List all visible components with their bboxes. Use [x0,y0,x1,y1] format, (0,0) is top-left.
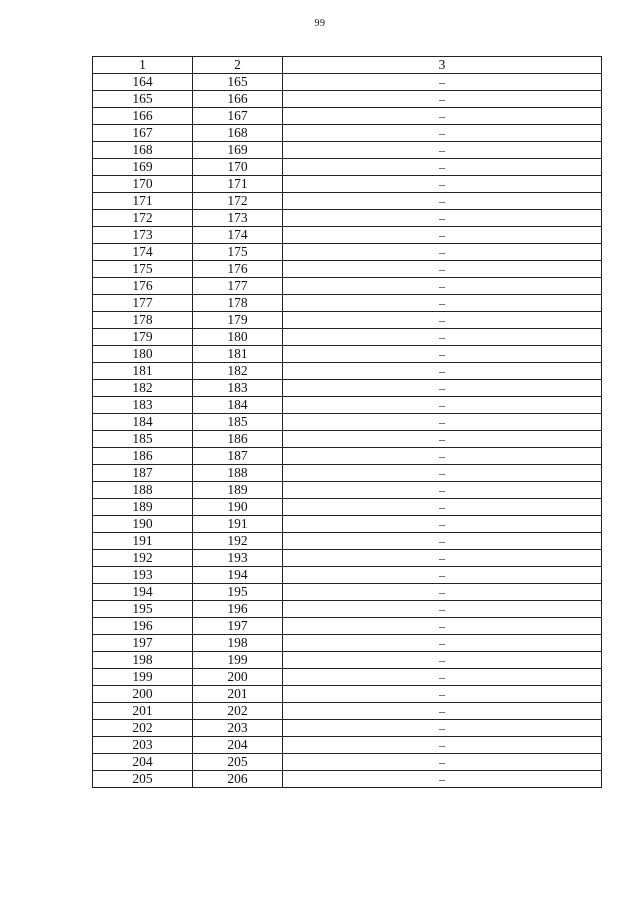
table-cell-col-1: 184 [93,414,193,431]
table-cell-col-3: – [283,142,602,159]
table-row [93,159,602,176]
table-row [93,125,602,142]
table-cell-col-1: 182 [93,380,193,397]
table-cell-col-3: – [283,346,602,363]
table-row [93,533,602,550]
table-cell-col-2: 190 [193,499,283,516]
table-cell-col-1: 192 [93,550,193,567]
table-cell-col-1: 174 [93,244,193,261]
table-row [93,346,602,363]
table-cell-col-1: 190 [93,516,193,533]
table-cell-col-1: 191 [93,533,193,550]
table-row [93,414,602,431]
column-header-2: 2 [193,57,283,74]
table-cell-col-3: – [283,550,602,567]
table-cell-col-1: 173 [93,227,193,244]
table-cell-col-1: 171 [93,193,193,210]
table-cell-col-3: – [283,397,602,414]
table-row [93,618,602,635]
table-cell-col-1: 197 [93,635,193,652]
table-row [93,278,602,295]
column-header-3: 3 [283,57,602,74]
table-cell-col-1: 180 [93,346,193,363]
table-cell-col-2: 178 [193,295,283,312]
table-cell-col-1: 172 [93,210,193,227]
table-cell-col-2: 203 [193,720,283,737]
table-cell-col-1: 170 [93,176,193,193]
table-cell-col-2: 175 [193,244,283,261]
table-cell-col-3: – [283,278,602,295]
table-cell-col-1: 164 [93,74,193,91]
table-cell-col-2: 168 [193,125,283,142]
table-cell-col-2: 179 [193,312,283,329]
table-cell-col-2: 194 [193,567,283,584]
table-cell-col-2: 166 [193,91,283,108]
table-cell-col-3: – [283,295,602,312]
table-cell-col-2: 195 [193,584,283,601]
table-cell-col-3: – [283,244,602,261]
table-cell-col-3: – [283,737,602,754]
table-row [93,380,602,397]
table-cell-col-3: – [283,601,602,618]
table-cell-col-3: – [283,414,602,431]
table-cell-col-3: – [283,193,602,210]
table-row [93,669,602,686]
table-cell-col-3: – [283,159,602,176]
data-table [92,56,602,788]
table-cell-col-3: – [283,482,602,499]
table-cell-col-3: – [283,312,602,329]
table-cell-col-3: – [283,754,602,771]
table-cell-col-1: 181 [93,363,193,380]
table-row [93,771,602,788]
table-row [93,754,602,771]
table-row [93,329,602,346]
table-cell-col-1: 201 [93,703,193,720]
table-cell-col-2: 183 [193,380,283,397]
table-cell-col-2: 188 [193,465,283,482]
table-cell-col-2: 184 [193,397,283,414]
table-cell-col-3: – [283,533,602,550]
table-cell-col-1: 189 [93,499,193,516]
table-row [93,74,602,91]
table-row [93,448,602,465]
table-cell-col-2: 167 [193,108,283,125]
table-cell-col-2: 176 [193,261,283,278]
table-row [93,261,602,278]
table-row [93,142,602,159]
table-cell-col-2: 197 [193,618,283,635]
table-cell-col-3: – [283,499,602,516]
table-cell-col-1: 199 [93,669,193,686]
table-cell-col-2: 205 [193,754,283,771]
table-cell-col-1: 194 [93,584,193,601]
table-cell-col-3: – [283,329,602,346]
table-cell-col-1: 198 [93,652,193,669]
table-cell-col-3: – [283,584,602,601]
table-cell-col-2: 206 [193,771,283,788]
table-row [93,703,602,720]
table-cell-col-1: 185 [93,431,193,448]
table-cell-col-3: – [283,686,602,703]
table-cell-col-2: 196 [193,601,283,618]
table-cell-col-2: 202 [193,703,283,720]
table-cell-col-3: – [283,363,602,380]
table-cell-col-1: 176 [93,278,193,295]
table-cell-col-2: 182 [193,363,283,380]
table-cell-col-1: 200 [93,686,193,703]
table-cell-col-3: – [283,448,602,465]
table-cell-col-1: 179 [93,329,193,346]
table-row [93,686,602,703]
table-cell-col-2: 186 [193,431,283,448]
table-row [93,397,602,414]
table-row [93,210,602,227]
page-number: 99 [314,18,326,29]
table-cell-col-2: 199 [193,652,283,669]
table-cell-col-3: – [283,618,602,635]
table-cell-col-1: 177 [93,295,193,312]
table-cell-col-2: 198 [193,635,283,652]
table-row [93,176,602,193]
table-cell-col-2: 189 [193,482,283,499]
table-row [93,482,602,499]
table-cell-col-1: 203 [93,737,193,754]
table-cell-col-1: 167 [93,125,193,142]
table-row [93,584,602,601]
table-cell-col-3: – [283,635,602,652]
table-cell-col-2: 180 [193,329,283,346]
table-cell-col-2: 193 [193,550,283,567]
table-cell-col-3: – [283,176,602,193]
table-cell-col-3: – [283,74,602,91]
table-cell-col-1: 195 [93,601,193,618]
table-row [93,227,602,244]
table-cell-col-3: – [283,669,602,686]
table-cell-col-1: 202 [93,720,193,737]
table-cell-col-1: 165 [93,91,193,108]
table-row [93,652,602,669]
table-row [93,363,602,380]
table-cell-col-2: 200 [193,669,283,686]
table-cell-col-3: – [283,108,602,125]
table-cell-col-3: – [283,567,602,584]
table-cell-col-1: 193 [93,567,193,584]
table-cell-col-2: 204 [193,737,283,754]
table-cell-col-3: – [283,91,602,108]
table-cell-col-1: 196 [93,618,193,635]
table-row [93,295,602,312]
table-cell-col-3: – [283,720,602,737]
table-row [93,601,602,618]
table-cell-col-2: 177 [193,278,283,295]
table-cell-col-3: – [283,227,602,244]
table-cell-col-2: 192 [193,533,283,550]
table-row [93,91,602,108]
table-row [93,635,602,652]
column-header-1: 1 [93,57,193,74]
table-cell-col-2: 170 [193,159,283,176]
table-cell-col-1: 166 [93,108,193,125]
table-row [93,431,602,448]
table-row [93,720,602,737]
table-header-row [93,57,602,74]
table-cell-col-2: 171 [193,176,283,193]
table-cell-col-3: – [283,261,602,278]
table-row [93,550,602,567]
table-cell-col-3: – [283,516,602,533]
table-body [93,74,602,788]
table-cell-col-1: 204 [93,754,193,771]
table-cell-col-2: 181 [193,346,283,363]
table-cell-col-1: 183 [93,397,193,414]
table-cell-col-2: 173 [193,210,283,227]
table-row [93,737,602,754]
table-cell-col-2: 172 [193,193,283,210]
table-cell-col-2: 191 [193,516,283,533]
table-row [93,516,602,533]
table-cell-col-1: 205 [93,771,193,788]
table-cell-col-2: 185 [193,414,283,431]
table-row [93,244,602,261]
table-cell-col-2: 187 [193,448,283,465]
table-header [93,57,602,74]
table-cell-col-1: 169 [93,159,193,176]
table-row [93,193,602,210]
table-cell-col-3: – [283,210,602,227]
table-row [93,567,602,584]
table-cell-col-3: – [283,652,602,669]
table-cell-col-3: – [283,125,602,142]
table-cell-col-3: – [283,771,602,788]
table-cell-col-1: 187 [93,465,193,482]
table-row [93,108,602,125]
table-cell-col-2: 174 [193,227,283,244]
table-row [93,312,602,329]
table-cell-col-1: 175 [93,261,193,278]
table-row [93,499,602,516]
table-cell-col-1: 178 [93,312,193,329]
table-cell-col-2: 201 [193,686,283,703]
table-row [93,465,602,482]
table-cell-col-3: – [283,465,602,482]
table-cell-col-2: 169 [193,142,283,159]
table-cell-col-3: – [283,431,602,448]
table-cell-col-1: 168 [93,142,193,159]
table-cell-col-3: – [283,703,602,720]
table-cell-col-3: – [283,380,602,397]
table-cell-col-1: 188 [93,482,193,499]
table-cell-col-2: 165 [193,74,283,91]
table-cell-col-1: 186 [93,448,193,465]
